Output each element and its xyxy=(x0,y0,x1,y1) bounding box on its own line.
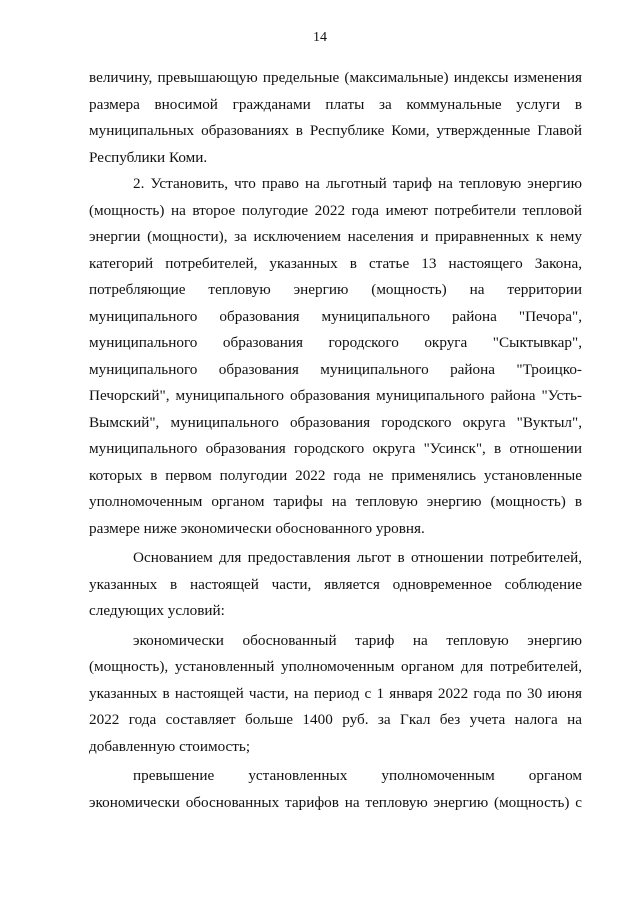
text-line: которых в первом полугодии 2022 года не применялись установленные xyxy=(89,466,582,484)
text-line: категорий потребителей, указанных в статье 13 настоящего Закона, xyxy=(89,254,582,272)
text-line: энергии (мощности), за исключением населения и приравненных к нему xyxy=(89,228,582,245)
text-line: указанных в настоящей части, является одновременное соблюдение xyxy=(89,575,582,593)
text-line: (мощность), установленный уполномоченным органом для потребителей, xyxy=(89,658,582,675)
text-line: Основанием для предоставления льгот в отношении потребителей, xyxy=(133,549,582,566)
text-line: потребляющие тепловую энергию (мощность) на территории xyxy=(89,281,582,298)
text-line: Республики Коми. xyxy=(89,148,208,166)
text-line: добавленную стоимость; xyxy=(89,737,251,755)
text-line: Печорский", муниципального образования муниципального района "Усть- xyxy=(89,387,582,404)
text-line: (мощность) на второе полугодие 2022 года имеют потребители тепловой xyxy=(89,201,582,219)
page-number: 14 xyxy=(313,30,327,45)
paragraph-2 xyxy=(89,171,582,542)
text-line: муниципального образования городского округа "Усинск", в отношении xyxy=(89,440,582,457)
text-line: муниципальных образованиях в Республике Коми, утвержденные Главой xyxy=(89,122,582,139)
text-line: размере ниже экономически обоснованного уровня. xyxy=(89,519,425,537)
text-line: муниципального образования муниципального района "Троицко- xyxy=(89,360,582,378)
text-line: экономически обоснованный тариф на тепловую энергию xyxy=(133,631,582,649)
text-line: уполномоченным органом тарифы на тепловую энергию (мощность) в xyxy=(89,493,582,510)
paragraph-5 xyxy=(89,763,582,816)
text-line: величину, превышающую предельные (максимальные) индексы изменения xyxy=(89,69,582,86)
text-line: экономически обоснованных тарифов на тепловую энергию (мощность) с xyxy=(89,793,582,811)
text-line: Вымский", муниципального образования городского округа "Вуктыл", xyxy=(89,413,582,431)
text-line: размера вносимой гражданами платы за коммунальные услуги в xyxy=(89,95,582,113)
text-line: превышение установленных уполномоченным органом xyxy=(133,767,582,784)
paragraph-4 xyxy=(89,628,582,761)
text-line: следующих условий: xyxy=(89,602,225,619)
text-line: указанных в настоящей части, на период с 1 января 2022 года по 30 июня xyxy=(89,684,582,702)
document-body xyxy=(89,65,582,816)
text-line: 2. Установить, что право на льготный тариф на тепловую энергию xyxy=(133,175,582,192)
text-line: муниципального образования муниципального района "Печора", xyxy=(89,307,582,325)
paragraph-1 xyxy=(89,65,582,171)
text-line: муниципального образования городского округа "Сыктывкар", xyxy=(89,334,582,351)
paragraph-3 xyxy=(89,545,582,625)
text-line: 2022 года составляет больше 1400 руб. за Гкал без учета налога на xyxy=(89,711,582,728)
